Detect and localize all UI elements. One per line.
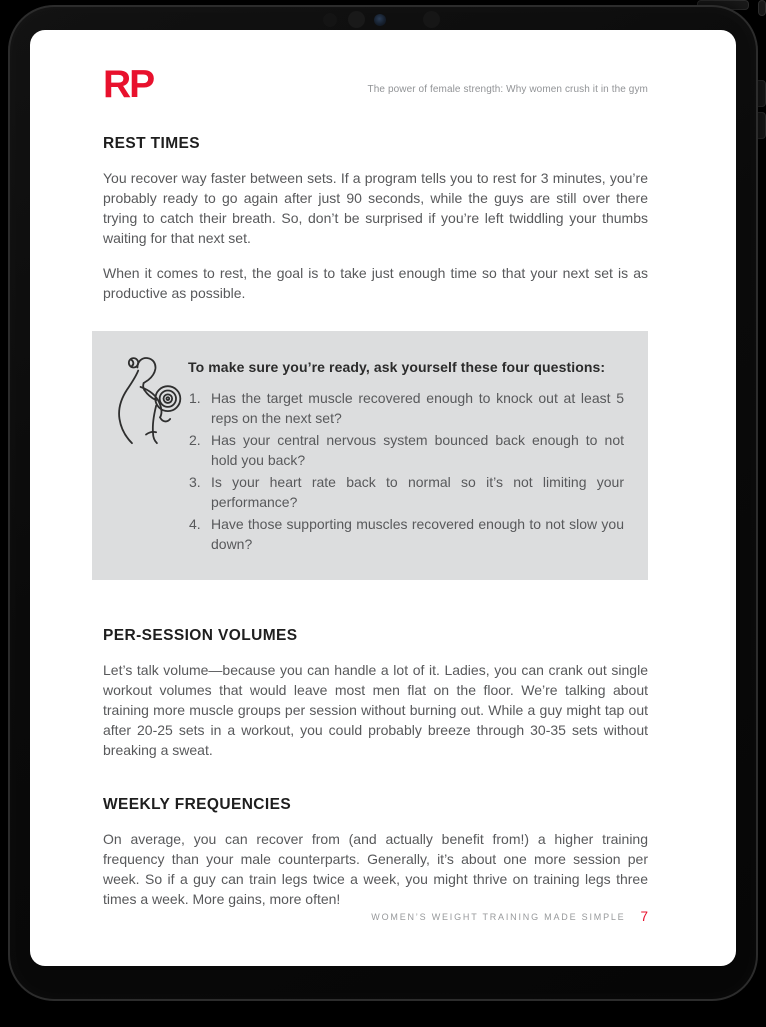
callout-question: Has the target muscle recovered enough to knock out at least 5 reps on the next set?: [211, 390, 624, 426]
callout-question: Has your central nervous system bounced back enough to not hold you back?: [211, 432, 624, 468]
document-page: [30, 30, 736, 966]
rp-logo: RP: [103, 63, 154, 106]
callout-question: Is your heart rate back to normal so it’s not limiting your performance?: [211, 474, 624, 510]
callout-body: [188, 353, 624, 556]
paragraph: On average, you can recover from (and actually benefit from!) a higher training frequency than your male counterparts. Generally, it’s about one more session per week. So if a guy can train legs twice a week, you might thrive on training legs three times a week. More gains, more often!: [103, 831, 648, 907]
top-right-button: [758, 0, 766, 16]
page-footer: [371, 909, 648, 924]
woman-curling-dumbbell-icon: [104, 353, 188, 449]
section-heading-rest-times: REST TIMES: [103, 135, 201, 152]
paragraph: When it comes to rest, the goal is to take just enough time so that your next set is as productive as possible.: [103, 265, 648, 301]
tablet-screen: [30, 30, 736, 966]
section-heading-weekly-frequencies: WEEKLY FREQUENCIES: [103, 796, 292, 813]
paragraph: You recover way faster between sets. If a program tells you to rest for 3 minutes, you’re probably ready to go again after just 90 seconds, while the guys are still over there trying to catch their breath. So, don’t be surprised if you’re left twiddling your thumbs waiting for that next set.: [103, 170, 648, 246]
camera-lens-icon: [374, 14, 386, 26]
section-heading-per-session-volumes: PER-SESSION VOLUMES: [103, 627, 298, 644]
page-header: [103, 63, 648, 106]
camera-sensor-icon: [423, 11, 440, 28]
camera-sensor-icon: [323, 13, 337, 27]
footer-page-number: 7: [640, 909, 648, 924]
callout-question: Have those supporting muscles recovered enough to not slow you down?: [211, 516, 624, 552]
callout-box: [92, 331, 648, 580]
footer-book-title: WOMEN’S WEIGHT TRAINING MADE SIMPLE: [371, 911, 626, 922]
callout-title: To make sure you’re ready, ask yourself these four questions:: [188, 359, 606, 375]
camera-sensor-icon: [348, 11, 365, 28]
paragraph: Let’s talk volume—because you can handle a lot of it. Ladies, you can crank out single workout volumes that would leave most men flat on the floor. We’re talking about training more muscle groups per session without burning out. While a guy might tap out after 20-25 sets in a workout, you could probably breeze through 30-35 sets without breaking a sweat.: [103, 662, 648, 758]
running-title: The power of female strength: Why women crush it in the gym: [367, 84, 648, 95]
callout-question-list: [188, 388, 624, 554]
tablet-frame: [8, 5, 758, 1001]
